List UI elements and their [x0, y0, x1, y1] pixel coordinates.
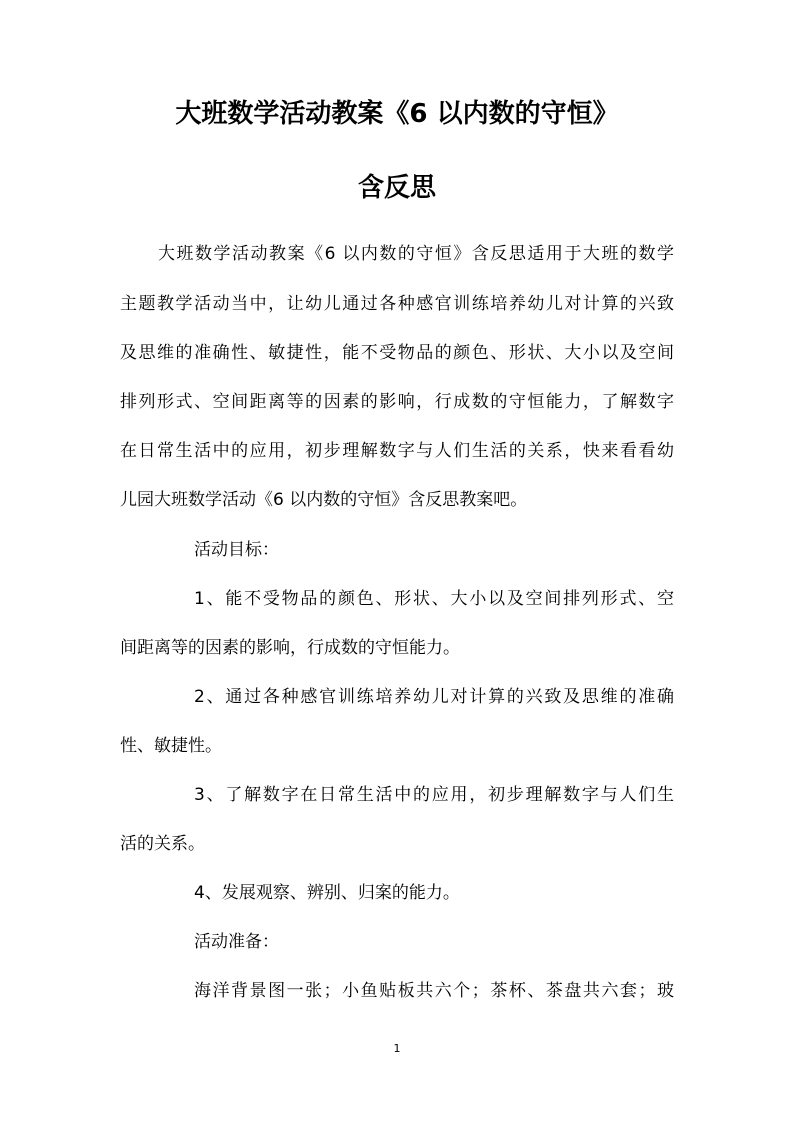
document-title-line-1: 大班数学活动教案《6 以内数的守恒》: [175, 99, 619, 129]
goal-1-line-2: 间距离等的因素的影响，行成数的守恒能力。: [120, 638, 460, 658]
document-title-line-2: 含反思: [357, 173, 436, 203]
page-number: 1: [393, 1042, 401, 1055]
intro-line-3: 及思维的准确性、敏捷性，能不受物品的颜色、形状、大小以及空间: [120, 343, 674, 363]
intro-line-2: 主题教学活动当中，让幼儿通过各种感官训练培养幼儿对计算的兴致: [120, 294, 674, 314]
goal-4-line-1: 4、发展观察、辨别、归案的能力。: [194, 883, 460, 903]
goal-2-line-1: 2、通过各种感官训练培养幼儿对计算的兴致及思维的准确: [194, 687, 674, 707]
goal-1-line-1: 1、能不受物品的颜色、形状、大小以及空间排列形式、空: [194, 589, 674, 609]
prep-line-1: 海洋背景图一张；小鱼贴板共六个；茶杯、茶盘共六套；玻: [194, 981, 674, 1001]
intro-line-5: 在日常生活中的应用，初步理解数字与人们生活的关系，快来看看幼: [120, 441, 674, 461]
goal-2-line-2: 性、敏捷性。: [120, 736, 222, 756]
prep-heading: 活动准备：: [194, 932, 279, 952]
intro-line-4: 排列形式、空间距离等的因素的影响，行成数的守恒能力，了解数字: [120, 392, 674, 412]
goal-3-line-1: 3、了解数字在日常生活中的应用，初步理解数字与人们生: [194, 785, 674, 805]
goals-heading: 活动目标：: [194, 540, 279, 560]
intro-line-6: 儿园大班数学活动《6 以内数的守恒》含反思教案吧。: [120, 490, 528, 510]
intro-line-1: 大班数学活动教案《6 以内数的守恒》含反思适用于大班的数学: [158, 244, 674, 264]
goal-3-line-2: 活的关系。: [120, 834, 205, 854]
